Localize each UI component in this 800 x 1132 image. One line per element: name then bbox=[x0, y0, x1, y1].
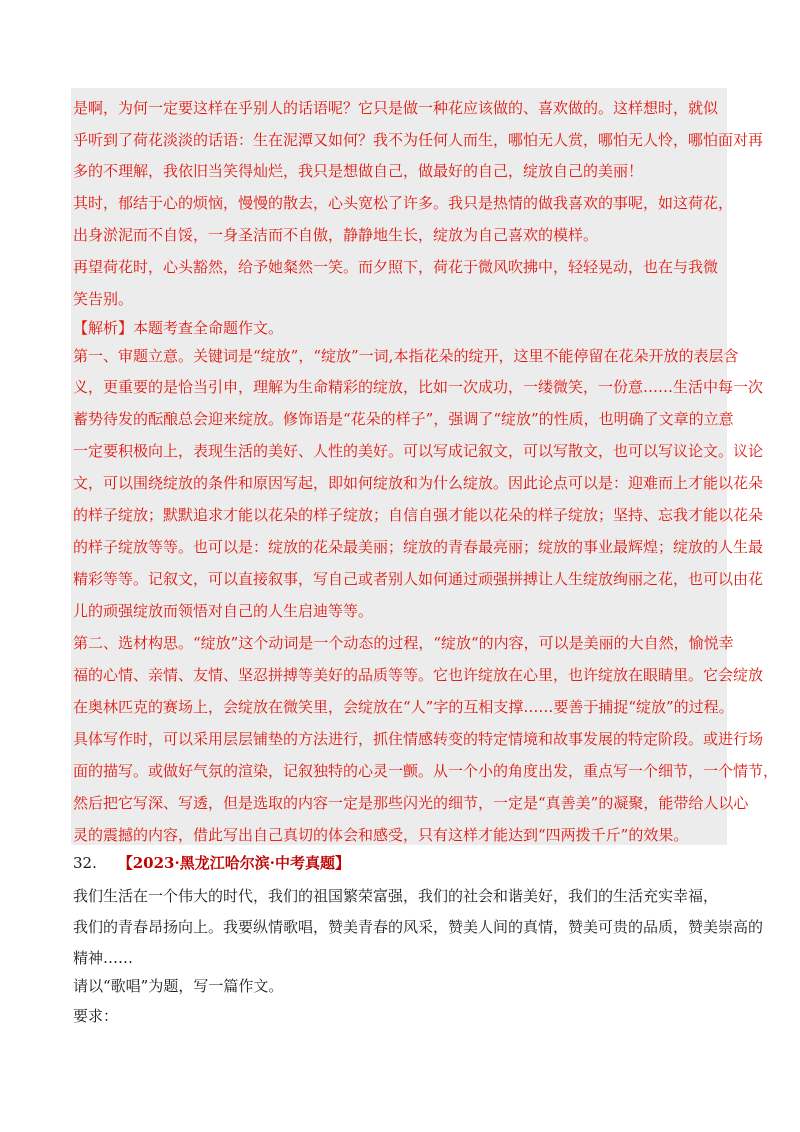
analysis-line-6: 的样子绽放；默默追求才能以花朵的样子绽放；自信自强才能以花朵的样子绽放；坚持、忘我才能以花朵 bbox=[73, 506, 764, 524]
analysis-line-13: 具体写作时，可以采用层层铺垫的方法进行，抓住情感转变的特定情境和故事发展的特定阶段。或进行场 bbox=[73, 730, 764, 748]
essay-line-1: 是啊，为何一定要这样在乎别人的话语呢？它只是做一种花应该做的、喜欢做的。这样想时，就似 bbox=[73, 99, 719, 117]
analysis-line-16: 灵的震撼的内容，借此写出自己真切的体会和感受，只有这样才能达到“四两拨千斤”的效果。 bbox=[73, 826, 689, 844]
analysis-line-7: 的样子绽放等等。也可以是：绽放的花朵最美丽；绽放的青春最亮丽；绽放的事业最辉煌；绽放的人生最 bbox=[73, 538, 764, 556]
essay-line-2: 乎听到了荷花淡淡的话语：生在泥潭又如何？我不为任何人而生，哪怕无人赏，哪怕无人怜，哪怕面对再 bbox=[73, 131, 764, 149]
question-source: 【2023·黑龙江哈尔滨·中考真题】 bbox=[117, 854, 350, 872]
analysis-line-5: 文，可以围绕绽放的条件和原因写起，即如何绽放和为什么绽放。因此论点可以是：迎难而上才能以花朵 bbox=[73, 474, 764, 492]
analysis-line-11: 福的心情、亲情、友情、坚忍拼搏等美好的品质等等。它也许绽放在心里，也许绽放在眼睛里。它会绽放 bbox=[73, 666, 764, 684]
analysis-heading: 【解析】本题考查全命题作文。 bbox=[73, 319, 284, 337]
essay-line-6: 再望荷花时，心头豁然，给予她粲然一笑。而夕照下，荷花于微风吹拂中，轻轻晃动，也在与我微 bbox=[73, 258, 719, 276]
analysis-line-14: 面的描写。或做好气氛的渲染，记叙独特的心灵一颤。从一个小的角度出发，重点写一个细节，一个情节， bbox=[73, 762, 779, 780]
requirements-label: 要求： bbox=[73, 1007, 119, 1025]
analysis-line-12: 在奥林匹克的赛场上，会绽放在微笑里，会绽放在“人”字的互相支撑……要善于捕捉“绽放”的过程。 bbox=[73, 698, 734, 716]
analysis-line-3: 蓄势待发的酝酿总会迎来绽放。修饰语是“花朵的样子”，强调了“绽放”的性质，也明确了文章的立意 bbox=[73, 410, 734, 428]
essay-line-7: 笑告别。 bbox=[73, 290, 134, 308]
instruction-text: 请以“歌唱”为题，写一篇作文。 bbox=[73, 977, 284, 995]
essay-line-3: 多的不理解，我依旧当笑得灿烂，我只是想做自己，做最好的自己，绽放自己的美丽！ bbox=[73, 162, 644, 180]
analysis-line-8: 精彩等等。记叙文，可以直接叙事，写自己或者别人如何通过顽强拼搏让人生绽放绚丽之花，也可以由花 bbox=[73, 570, 764, 588]
analysis-line-1: 第一、审题立意。关键词是“绽放”，“绽放”一词,本指花朵的绽开，这里不能停留在花朵开放的表层含 bbox=[73, 347, 739, 365]
analysis-line-10: 第二、选材构思。“绽放”这个动词是一个动态的过程，“绽放“的内容，可以是美丽的大自然，愉悦幸 bbox=[73, 634, 734, 652]
analysis-line-2: 义，更重要的是恰当引申，理解为生命精彩的绽放，比如一次成功，一缕微笑，一份意……生活中每一次 bbox=[73, 378, 764, 396]
analysis-line-9: 儿的顽强绽放而领悟对自己的人生启迪等等。 bbox=[73, 602, 374, 620]
prompt-line-1: 我们生活在一个伟大的时代，我们的祖国繁荣富强，我们的社会和谐美好，我们的生活充实幸福， bbox=[73, 887, 719, 905]
analysis-line-15: 然后把它写深、写透，但是选取的内容一定是那些闪光的细节，一定是“真善美”的凝聚，能带给人以心 bbox=[73, 794, 749, 812]
question-heading bbox=[73, 853, 350, 873]
question-number: 32. bbox=[73, 854, 97, 872]
analysis-line-4: 一定要积极向上，表现生活的美好、人性的美好。可以写成记叙文，可以写散文，也可以写议论文。议论 bbox=[73, 442, 764, 460]
prompt-line-2: 我们的青春昂扬向上。我要纵情歌唱，赞美青春的风采，赞美人间的真情，赞美可贵的品质，赞美崇高的 bbox=[73, 918, 764, 936]
prompt-line-3: 精神…… bbox=[73, 949, 134, 967]
essay-line-5: 出身淤泥而不自馁，一身圣洁而不自傲，静静地生长，绽放为自己喜欢的模样。 bbox=[73, 226, 599, 244]
essay-line-4: 其时，郁结于心的烦恼，慢慢的散去，心头宽松了许多。我只是热情的做我喜欢的事呢，如这荷花， bbox=[73, 194, 734, 212]
